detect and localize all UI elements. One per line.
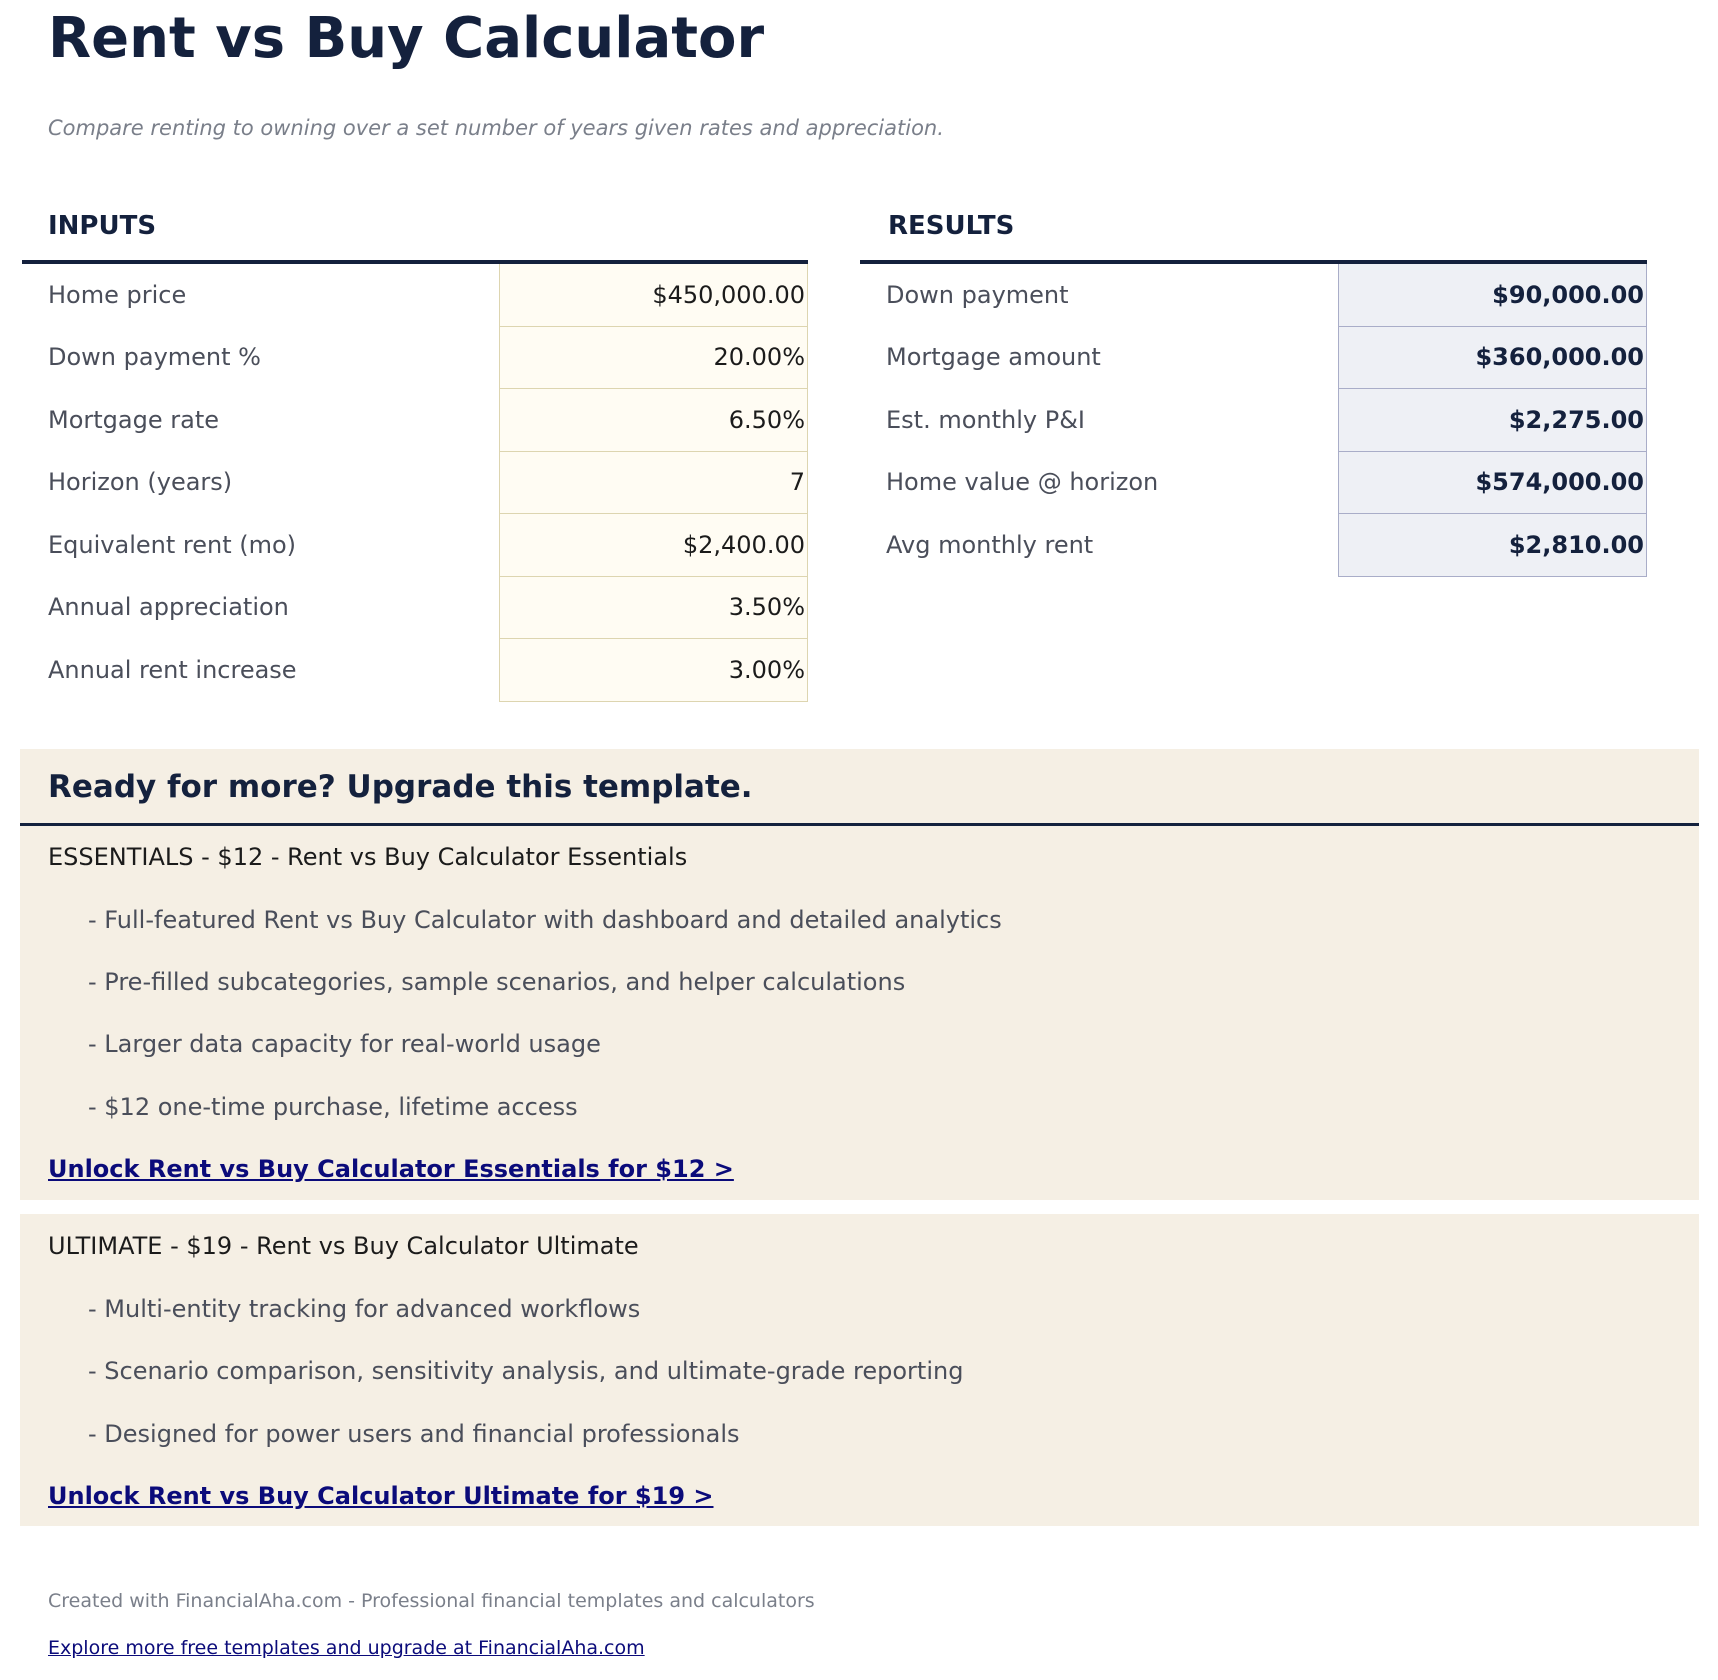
feature-item: - Designed for power users and financial professionals (88, 1420, 740, 1448)
results-heading: RESULTS (888, 211, 1015, 241)
feature-item: - Scenario comparison, sensitivity analysis, and ultimate-grade reporting (88, 1357, 964, 1385)
feature-item: - Full-featured Rent vs Buy Calculator with dashboard and detailed analytics (88, 906, 1002, 934)
input-value[interactable]: 3.50% (500, 576, 808, 639)
feature-item: - $12 one-time purchase, lifetime access (88, 1093, 578, 1121)
input-label: Annual appreciation (48, 593, 289, 622)
upsell-essentials-panel (20, 749, 1699, 1200)
result-label: Home value @ horizon (886, 468, 1159, 497)
feature-item: - Larger data capacity for real-world usage (88, 1030, 601, 1058)
feature-item: - Multi-entity tracking for advanced workflows (88, 1295, 641, 1323)
result-row (860, 514, 1647, 577)
essentials-title: ESSENTIALS - $12 - Rent vs Buy Calculator Essentials (48, 843, 688, 871)
input-value[interactable]: $2,400.00 (500, 514, 808, 577)
input-label: Mortgage rate (48, 405, 219, 434)
result-row (860, 451, 1647, 514)
input-row (22, 326, 808, 389)
input-value[interactable]: 7 (500, 451, 808, 514)
result-label: Mortgage amount (886, 343, 1101, 372)
input-value[interactable]: 6.50% (500, 389, 808, 452)
result-value: $360,000.00 (1339, 326, 1647, 389)
input-label: Horizon (years) (48, 468, 233, 497)
input-row (22, 639, 808, 702)
input-value[interactable]: 3.00% (500, 639, 808, 702)
result-value: $2,275.00 (1339, 389, 1647, 452)
divider (20, 823, 1699, 826)
input-label: Home price (22, 262, 500, 326)
upsell-ultimate-panel (20, 1214, 1699, 1526)
result-label: Avg monthly rent (886, 530, 1094, 559)
result-row (860, 326, 1647, 389)
input-row (22, 451, 808, 514)
inputs-heading: INPUTS (48, 211, 157, 241)
result-value: $90,000.00 (1339, 262, 1647, 326)
page-subtitle: Compare renting to owning over a set number of years given rates and appreciation. (48, 116, 944, 140)
input-label: Equivalent rent (mo) (48, 530, 297, 559)
ultimate-title: ULTIMATE - $19 - Rent vs Buy Calculator Ultimate (48, 1232, 639, 1260)
input-row (22, 576, 808, 639)
input-value[interactable]: $450,000.00 (500, 262, 808, 326)
page-title: Rent vs Buy Calculator (48, 6, 765, 71)
input-row (22, 262, 808, 326)
footer-link[interactable]: Explore more free templates and upgrade at FinancialAha.com (48, 1637, 645, 1659)
feature-item: - Pre-filled subcategories, sample scenarios, and helper calculations (88, 968, 906, 996)
footer-text: Created with FinancialAha.com - Professional financial templates and calculators (48, 1590, 815, 1612)
upsell-heading: Ready for more? Upgrade this template. (48, 769, 753, 805)
result-value: $574,000.00 (1339, 451, 1647, 514)
results-table (860, 260, 1647, 577)
result-row (860, 389, 1647, 452)
input-value[interactable]: 20.00% (500, 326, 808, 389)
unlock-ultimate-link[interactable]: Unlock Rent vs Buy Calculator Ultimate for $19 > (48, 1482, 714, 1510)
result-row (860, 262, 1647, 326)
result-label: Est. monthly P&I (886, 405, 1085, 434)
input-row (22, 514, 808, 577)
input-label: Annual rent increase (48, 655, 297, 684)
unlock-essentials-link[interactable]: Unlock Rent vs Buy Calculator Essentials for $12 > (48, 1155, 734, 1183)
inputs-table (22, 260, 808, 702)
result-value: $2,810.00 (1339, 514, 1647, 577)
result-label: Down payment (860, 262, 1339, 326)
input-label: Down payment % (48, 343, 261, 372)
input-row (22, 389, 808, 452)
